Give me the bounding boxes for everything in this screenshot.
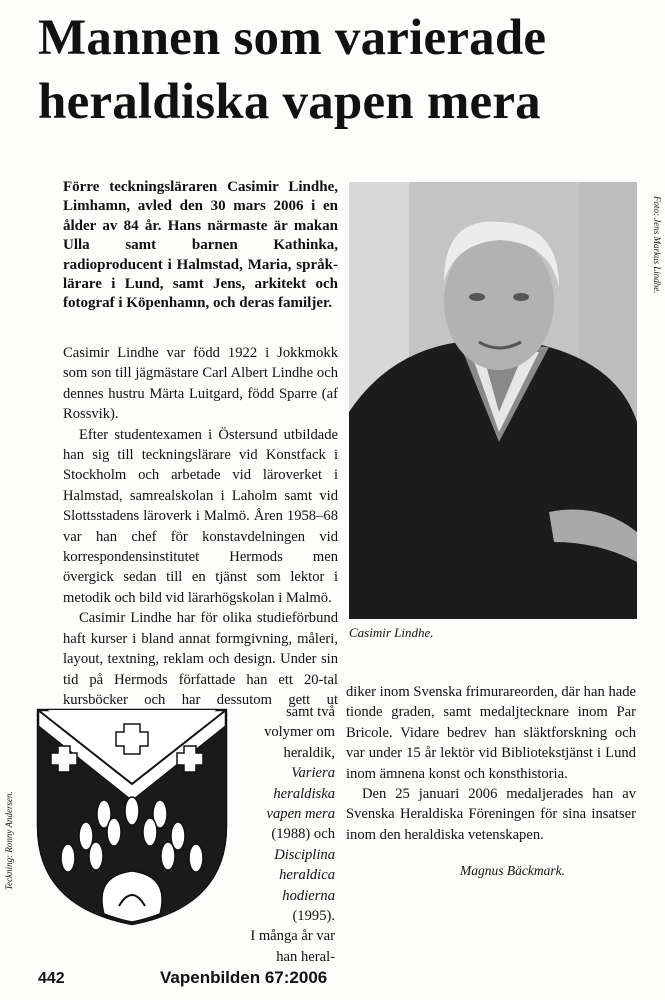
wrap-text [243, 702, 335, 967]
page-number: 442 [38, 970, 65, 987]
wrap-text-b: (1988) och [271, 826, 335, 843]
drawing-credit: Teckning: Ronny Andersen. [4, 791, 14, 890]
wrap-text-a: samt två volymer om heraldik, [264, 704, 335, 761]
wrap-text-c: (1995). [292, 908, 335, 925]
author-signature: Magnus Bäckmark. [460, 863, 565, 878]
body-text-right [346, 682, 636, 845]
paragraph-3-text: Casimir Lindhe har för olika studieförbund haft kurser i bland annat formgivning, måleri, layout, textning, reklam och design. Under sin tid på Hermods författade han ett 20-tal kursböcker och har dessutom gett ut [63, 610, 338, 708]
body-text-left [63, 343, 338, 731]
title-line-1: Mannen som varierade [38, 10, 547, 66]
portrait-photo [349, 182, 637, 619]
right-paragraph-2: Den 25 januari 2006 medaljerades han av Svenska Heraldiska Föreningen för sina insatser inom den heraldiska vetenskapen. [346, 786, 636, 843]
journal-footer: Vapenbilden 67:2006 [160, 968, 328, 987]
paragraph-1: Casimir Lindhe var född 1922 i Jokkmokk som son till jägmästare Carl Albert Lindhe och dennes hustru Märta Luitgard, född Sparre (af Rossvik). [63, 345, 338, 423]
photo-caption: Casimir Lindhe. [349, 625, 434, 640]
book-title-disciplina: Disciplina heraldica hodierna [274, 846, 335, 904]
book-title-variera: Variera heraldiska vapen mera [266, 765, 335, 823]
coat-of-arms-drawing [34, 706, 230, 928]
wrap-text-d: I många år var han heral- [250, 928, 335, 965]
portrait-illustration [349, 182, 637, 619]
article-title [38, 6, 638, 134]
paragraph-2: Efter studentexamen i Östersund utbildade han sig till teckningslärare vid Konstfack i Stockholm och arbetade vid läroverket i Halmstad, samrealskolan i Laholm samt vid Slottsstadens läroverk i Malmö. Åren 1958–68 var han chef för konstavdelningen vid korrespondensinstitutet Hermods men övergick sedan till en tjänst som lektor i metodik och bild vid lärarhögskolan i Malmö. [63, 426, 338, 606]
right-paragraph-1: diker inom Svenska frimurareorden, där han hade tionde graden, samt medaljtecknare inom Par Bricole. Vidare bedrev han släktforskning och var under 15 år lektör vid Bibliotekstjänst i Lund inom ämnena konst och konsthistoria. [346, 684, 636, 782]
title-line-2: heraldiska vapen mera [38, 74, 541, 130]
lead-paragraph: Förre teckningsläraren Casimir Lindhe, Limhamn, avled den 30 mars 2006 i en ålder av 84 år. Hans närmaste är makan Ulla samt barnen Kathinka, radioproducent i Halmstad, Maria, språk-lärare i Lund, samt Jens, arkitekt och fotograf i Köpenhamn, och deras familjer. [63, 179, 338, 312]
photo-credit: Foto: Jens Markus Lindhe. [652, 196, 662, 294]
